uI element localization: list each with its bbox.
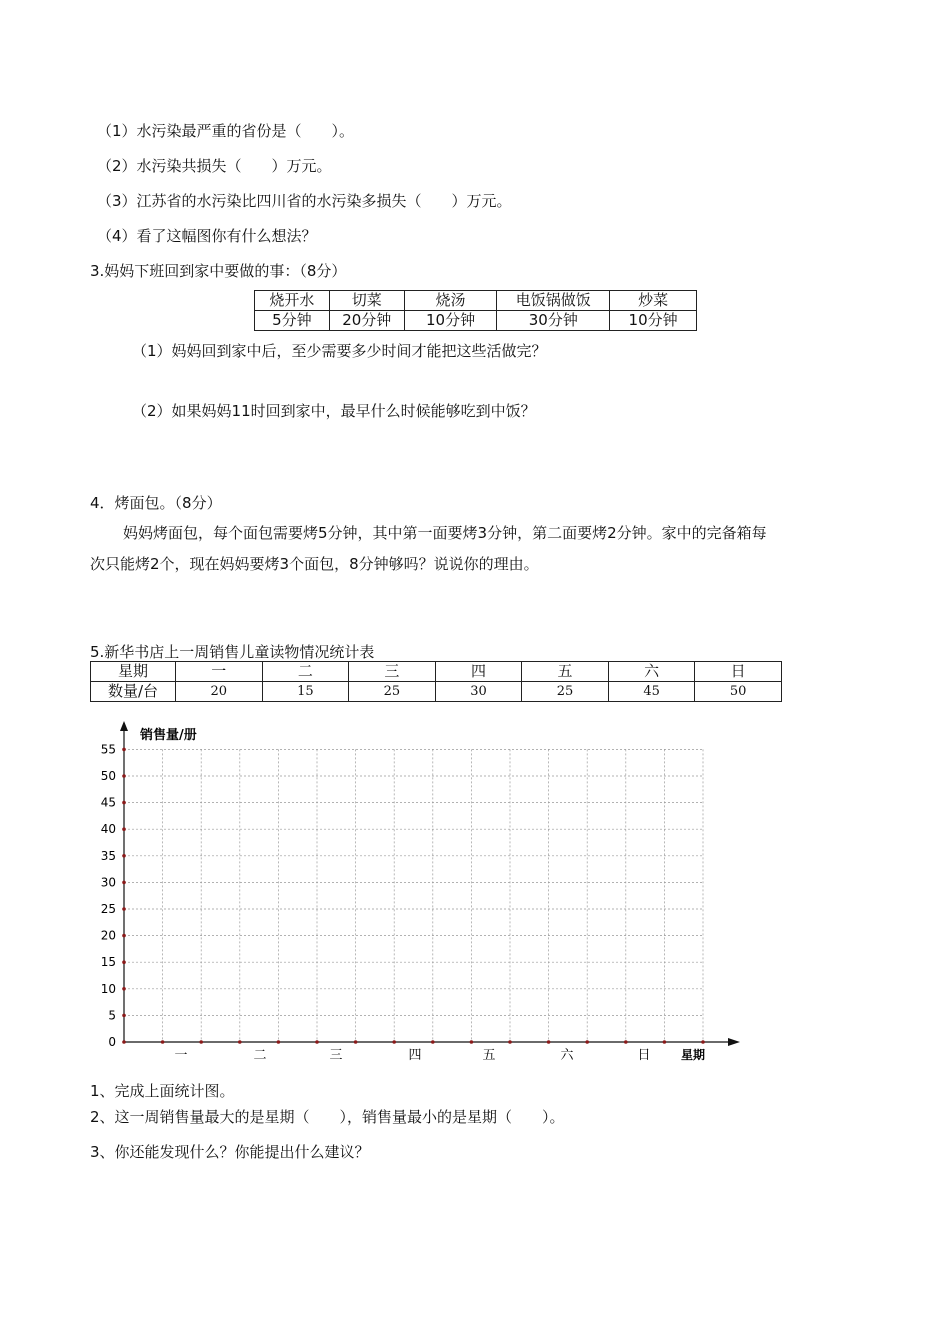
q5-value-cell: 25: [522, 682, 609, 702]
x-tick-dot: [547, 1040, 551, 1044]
q3-header-cell: 炒菜: [610, 291, 697, 311]
q5-value-cell: 50: [695, 682, 782, 702]
q5-day-cell: 二: [262, 662, 349, 682]
q5-row-label: 星期: [91, 662, 176, 682]
chart-x-ticks: [161, 1040, 705, 1063]
x-tick-label: 三: [329, 1048, 343, 1063]
q5-value-cell: 20: [176, 682, 263, 702]
q5-value-cell: 45: [608, 682, 695, 702]
x-tick-dot: [508, 1040, 512, 1044]
q5-row-label: 数量/台: [91, 682, 176, 702]
x-tick-dot: [701, 1040, 705, 1044]
x-tick-dot: [624, 1040, 628, 1044]
x-tick-label: 一: [174, 1048, 188, 1063]
y-tick-label: 20: [100, 928, 116, 943]
chart-grid: [124, 749, 703, 1042]
q5-table: [90, 661, 782, 702]
q2-item-4: （4）看了这幅图你有什么想法？: [97, 227, 317, 245]
y-tick-dot: [122, 907, 126, 911]
y-tick-label: 30: [100, 875, 116, 890]
x-tick-dot: [315, 1040, 319, 1044]
y-tick-label: 15: [100, 955, 116, 970]
chart-y-ticks: [101, 742, 126, 1049]
x-tick-label: 日: [637, 1048, 651, 1063]
q3-time-cell: 20分钟: [329, 311, 404, 331]
q3-time-cell: 10分钟: [404, 311, 497, 331]
q4-line-1: 妈妈烤面包，每个面包需要烤5分钟，其中第一面要烤3分钟，第二面要烤2分钟。家中的完备箱每: [123, 524, 767, 542]
chart-axes: [120, 721, 740, 1046]
y-tick-dot: [122, 801, 126, 805]
y-tick-label: 5: [108, 1008, 116, 1023]
q2-item-1: （1）水污染最严重的省份是（ ）。: [97, 122, 355, 140]
y-tick-dot: [122, 1040, 126, 1044]
x-tick-dot: [277, 1040, 281, 1044]
y-tick-label: 50: [100, 769, 116, 783]
x-tick-dot: [354, 1040, 358, 1044]
q3-header-cell: 切菜: [329, 291, 404, 311]
q3-header-cell: 烧汤: [404, 291, 497, 311]
q3-time-cell: 30分钟: [497, 311, 610, 331]
x-tick-dot: [431, 1040, 435, 1044]
y-tick-dot: [122, 827, 126, 831]
q4-line-2: 次只能烤2个，现在妈妈要烤3个面包，8分钟够吗？说说你的理由。: [90, 555, 539, 573]
q5-question-1: 1、完成上面统计图。: [90, 1082, 235, 1100]
y-tick-label: 55: [100, 742, 116, 757]
y-tick-dot: [122, 934, 126, 938]
y-tick-dot: [122, 1014, 126, 1018]
chart-x-label: 星期: [681, 1048, 706, 1062]
y-tick-dot: [122, 987, 126, 991]
x-tick-dot: [663, 1040, 667, 1044]
x-tick-label: 二: [253, 1048, 267, 1063]
y-tick-label: 45: [100, 795, 116, 810]
q5-question-2: 2、这一周销售量最大的是星期（ ），销售量最小的是星期（ ）。: [90, 1108, 565, 1126]
q3-sub-1: （1）妈妈回到家中后，至少需要多少时间才能把这些活做完？: [132, 342, 547, 360]
q5-value-cell: 25: [349, 682, 436, 702]
q2-item-2: （2）水污染共损失（ ）万元。: [97, 157, 332, 175]
q3-title: 3.妈妈下班回到家中要做的事：（8分）: [90, 262, 347, 280]
chart-y-label: 销售量/册: [140, 728, 197, 743]
q3-header-cell: 烧开水: [255, 291, 330, 311]
x-tick-label: 五: [482, 1048, 496, 1063]
y-tick-dot: [122, 774, 126, 778]
y-tick-label: 10: [100, 981, 116, 996]
q5-day-cell: 三: [349, 662, 436, 682]
sales-chart: [88, 715, 758, 1075]
q5-title: 5.新华书店上一周销售儿童读物情况统计表: [90, 643, 375, 661]
x-tick-dot: [392, 1040, 396, 1044]
y-tick-dot: [122, 748, 126, 752]
q3-sub-2: （2）如果妈妈11时回到家中，最早什么时候能够吃到中饭？: [132, 402, 536, 420]
q5-day-cell: 一: [176, 662, 263, 682]
y-axis-arrow: [120, 721, 128, 731]
x-tick-dot: [585, 1040, 589, 1044]
y-tick-label: 35: [100, 848, 116, 863]
y-tick-dot: [122, 881, 126, 885]
q5-day-cell: 四: [435, 662, 522, 682]
q5-value-cell: 15: [262, 682, 349, 702]
x-tick-dot: [470, 1040, 474, 1044]
y-tick-dot: [122, 854, 126, 858]
x-axis-arrow: [728, 1038, 740, 1046]
q3-table: [254, 290, 697, 331]
q5-value-cell: 30: [435, 682, 522, 702]
q5-day-cell: 日: [695, 662, 782, 682]
x-tick-label: 四: [408, 1048, 422, 1063]
x-tick-dot: [161, 1040, 165, 1044]
x-tick-dot: [238, 1040, 242, 1044]
q3-time-cell: 5分钟: [255, 311, 330, 331]
q5-question-3: 3、你还能发现什么？你能提出什么建议？: [90, 1143, 370, 1161]
q2-item-3: （3）江苏省的水污染比四川省的水污染多损失（ ）万元。: [97, 192, 512, 210]
y-tick-label: 25: [100, 902, 116, 916]
q3-header-cell: 电饭锅做饭: [497, 291, 610, 311]
y-tick-label: 40: [100, 822, 116, 837]
q5-day-cell: 六: [608, 662, 695, 682]
q3-time-cell: 10分钟: [610, 311, 697, 331]
y-tick-dot: [122, 960, 126, 964]
y-tick-label: 0: [108, 1035, 116, 1049]
q5-day-cell: 五: [522, 662, 609, 682]
x-tick-dot: [199, 1040, 203, 1044]
q4-title: 4．烤面包。（8分）: [90, 494, 222, 512]
x-tick-label: 六: [560, 1048, 574, 1063]
